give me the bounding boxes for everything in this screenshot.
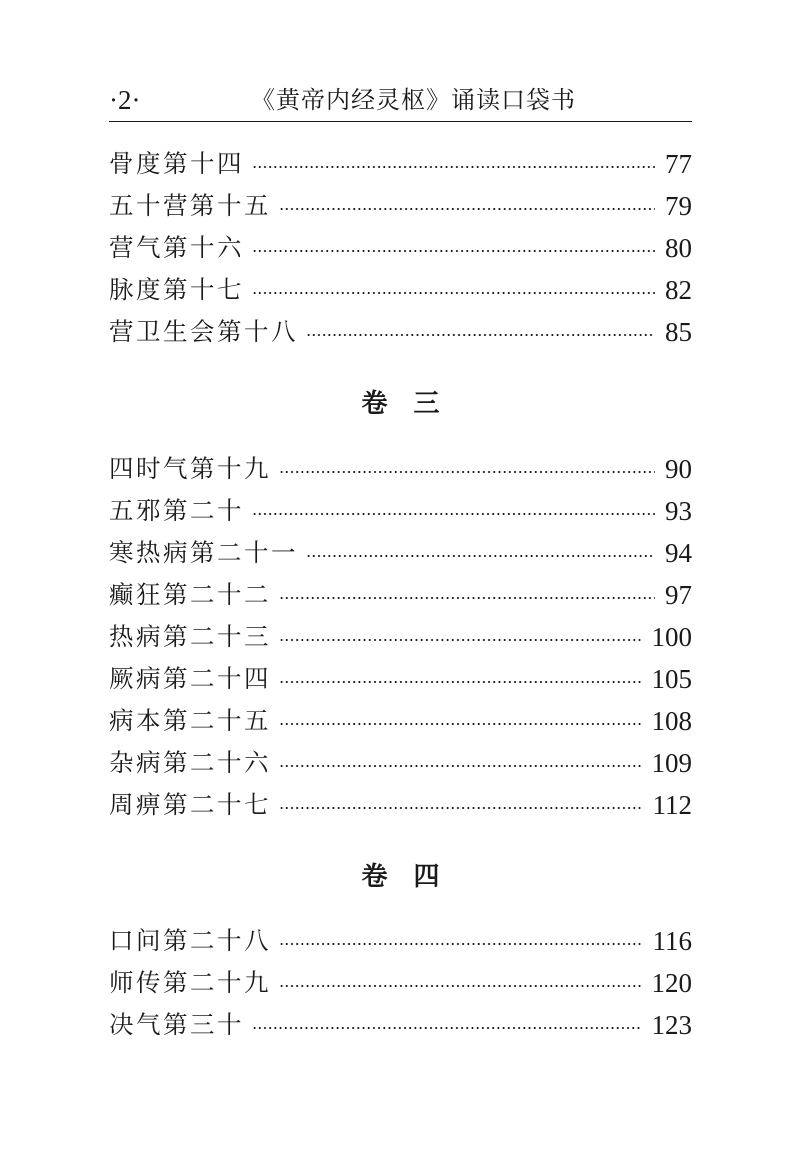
toc-dot-leader	[306, 334, 655, 336]
toc-entry	[109, 964, 692, 1002]
section-heading-volume-3	[109, 384, 692, 424]
toc-entry	[109, 702, 692, 740]
toc-entry	[109, 229, 692, 267]
header-rule	[109, 121, 692, 122]
toc-entry-page: 93	[665, 496, 692, 526]
toc-entry-page: 105	[651, 664, 692, 694]
toc-entry-title: 热病第二十三	[109, 622, 271, 651]
section-heading-volume-4	[109, 857, 692, 897]
toc-entry-page: 90	[665, 454, 692, 484]
toc-entry	[109, 145, 692, 183]
toc-entry-title: 五邪第二十	[109, 496, 244, 525]
toc-entry	[109, 618, 692, 656]
toc-dot-leader	[279, 765, 642, 767]
toc-entry-title: 厥病第二十四	[109, 664, 271, 693]
toc-entry-title: 营卫生会第十八	[109, 317, 298, 346]
toc-dot-leader	[252, 292, 655, 294]
toc-entry-page: 116	[652, 926, 692, 956]
toc-entry-title: 寒热病第二十一	[109, 538, 298, 567]
running-title: 《黄帝内经灵枢》诵读口袋书	[251, 86, 576, 114]
toc-entry	[109, 271, 692, 309]
toc-entry-page: 82	[665, 275, 692, 305]
toc-dot-leader	[279, 681, 642, 683]
toc-entry-title: 周痹第二十七	[109, 790, 271, 819]
toc-entry-title: 病本第二十五	[109, 706, 271, 735]
toc-entry-title: 杂病第二十六	[109, 748, 271, 777]
toc-entry-page: 108	[651, 706, 692, 736]
toc-dot-leader	[279, 597, 655, 599]
toc-entry	[109, 744, 692, 782]
toc-dot-leader	[306, 555, 655, 557]
toc-dot-leader	[279, 723, 642, 725]
toc-entry	[109, 313, 692, 351]
toc-entry-title: 癫狂第二十二	[109, 580, 271, 609]
toc-dot-leader	[252, 513, 655, 515]
toc-entry-title: 四时气第十九	[109, 454, 271, 483]
toc-dot-leader	[252, 166, 655, 168]
toc-entry-title: 骨度第十四	[109, 149, 244, 178]
toc-dot-leader	[279, 471, 655, 473]
toc-entry-page: 85	[665, 317, 692, 347]
toc-entry	[109, 492, 692, 530]
toc-dot-leader	[279, 639, 642, 641]
toc-entry-page: 123	[651, 1010, 692, 1040]
toc-entry	[109, 534, 692, 572]
toc-entry-title: 决气第三十	[109, 1010, 244, 1039]
toc-entry-title: 口问第二十八	[109, 926, 271, 955]
toc-entry	[109, 1006, 692, 1044]
toc-entry-page: 97	[665, 580, 692, 610]
page-number: ·2·	[109, 85, 141, 115]
section-heading-label: 卷 四	[361, 862, 440, 892]
toc-entry	[109, 922, 692, 960]
toc-entry	[109, 786, 692, 824]
toc-entry-title: 五十营第十五	[109, 191, 271, 220]
toc-dot-leader	[252, 250, 655, 252]
toc-dot-leader	[279, 985, 642, 987]
page-header	[109, 82, 692, 118]
toc-entry	[109, 187, 692, 225]
toc-entry-page: 80	[665, 233, 692, 263]
toc-entry-page: 100	[651, 622, 692, 652]
toc-entry-page: 79	[665, 191, 692, 221]
toc-entry	[109, 450, 692, 488]
toc-entry-page: 109	[651, 748, 692, 778]
toc-entry	[109, 660, 692, 698]
toc-entry-page: 120	[651, 968, 692, 998]
toc-entry-title: 脉度第十七	[109, 275, 244, 304]
toc-entry-page: 77	[665, 149, 692, 179]
toc-entry-title: 师传第二十九	[109, 968, 271, 997]
toc-dot-leader	[279, 208, 655, 210]
section-heading-label: 卷 三	[361, 389, 440, 419]
toc-dot-leader	[252, 1027, 642, 1029]
toc-entry-page: 94	[665, 538, 692, 568]
toc-entry-title: 营气第十六	[109, 233, 244, 262]
toc-dot-leader	[279, 943, 643, 945]
toc-entry	[109, 576, 692, 614]
toc-dot-leader	[279, 807, 643, 809]
toc-entry-page: 112	[652, 790, 692, 820]
